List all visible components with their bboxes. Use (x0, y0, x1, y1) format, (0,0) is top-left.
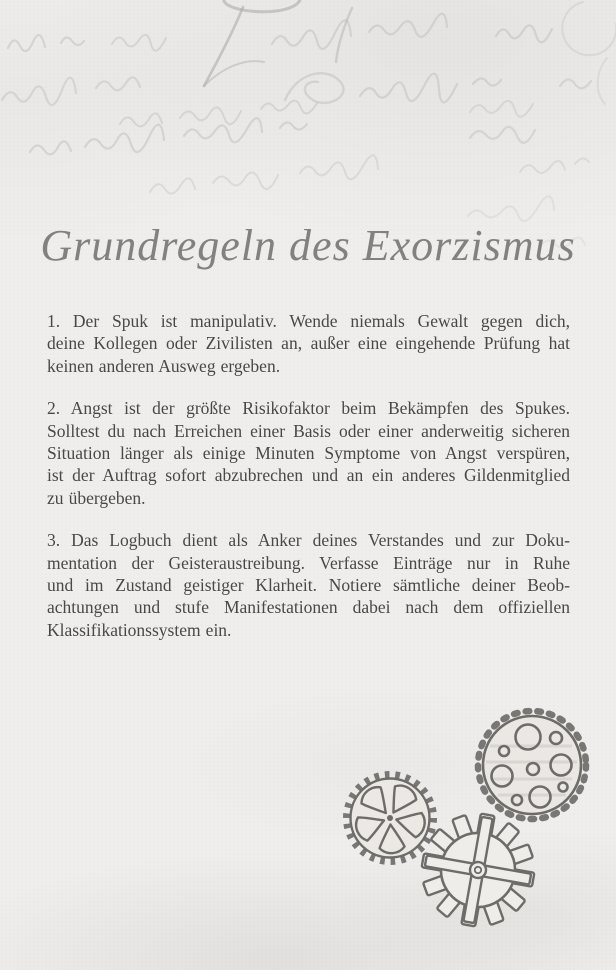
handwriting-stroke (2, 77, 140, 105)
handwriting-stroke (272, 14, 447, 49)
cross-spoke-gear-icon (413, 805, 543, 935)
handwriting-stroke (470, 127, 535, 143)
handwriting-stroke (468, 196, 554, 221)
text-line: keinen anderen Ausweg ergeben. (47, 355, 281, 376)
drilled-gear-icon (478, 711, 586, 819)
gears-illustration (330, 690, 616, 950)
handwriting-stroke (150, 155, 378, 193)
handwriting-stroke (112, 35, 166, 51)
handwriting-stroke (285, 73, 343, 103)
handwriting-stroke (224, 0, 300, 12)
handwriting-stroke (30, 118, 307, 154)
handwriting-stroke (8, 35, 84, 51)
text-line: ist der Auftrag sofort abzubrechen und an ein anderes Gildenmitglied (47, 465, 570, 486)
text-line: 3. Das Logbuch dient als Anker deines Verstandes und zur Doku- (47, 530, 570, 551)
handwriting-stroke (562, 2, 616, 55)
rule-paragraph-2 (47, 397, 570, 509)
five-spoke-gear-icon (347, 775, 434, 862)
text-line: achtungen und stufe Manifestationen dabei nach dem offiziellen (47, 597, 570, 618)
rules-list (47, 310, 570, 661)
handwriting-stroke (560, 79, 591, 88)
text-line: mentation der Geisteraustreibung. Verfasse Einträge nur in Ruhe (47, 552, 570, 573)
text-line: Situation länger als einige Minuten Symptome von Angst verspüren, (47, 443, 570, 464)
page-title: Grundregeln des Exorzismus (40, 221, 576, 270)
text-line: Solltest du nach Erreichen einer Basis oder einer anderweitig sicheren (47, 420, 570, 441)
handwriting-stroke (520, 158, 589, 172)
handwriting-stroke (360, 74, 501, 103)
text-line: deine Kollegen oder Zivilisten an, außer eine eingehende Prüfung hat (47, 333, 570, 354)
rule-paragraph-3 (47, 529, 570, 641)
text-line: und im Zustand geistiger Klarheit. Notiere sämtliche deiner Beob- (47, 575, 570, 596)
handwriting-stroke (470, 101, 533, 117)
text-line: Klassifikationssystem ein. (47, 619, 232, 640)
text-line: 1. Der Spuk ist manipulativ. Wende niemals Gewalt gegen dich, (47, 311, 570, 331)
handwriting-stroke (496, 25, 552, 42)
handwriting-stroke (598, 58, 607, 104)
handwriting-stroke (336, 8, 352, 62)
handwriting-stroke (204, 61, 264, 86)
text-line: zu übergeben. (47, 487, 146, 508)
rule-paragraph-1 (47, 310, 570, 377)
text-line: 2. Angst ist der größte Risikofaktor beim Bekämpfen des Spukes. (47, 398, 570, 419)
handwriting-stroke (204, 7, 243, 86)
